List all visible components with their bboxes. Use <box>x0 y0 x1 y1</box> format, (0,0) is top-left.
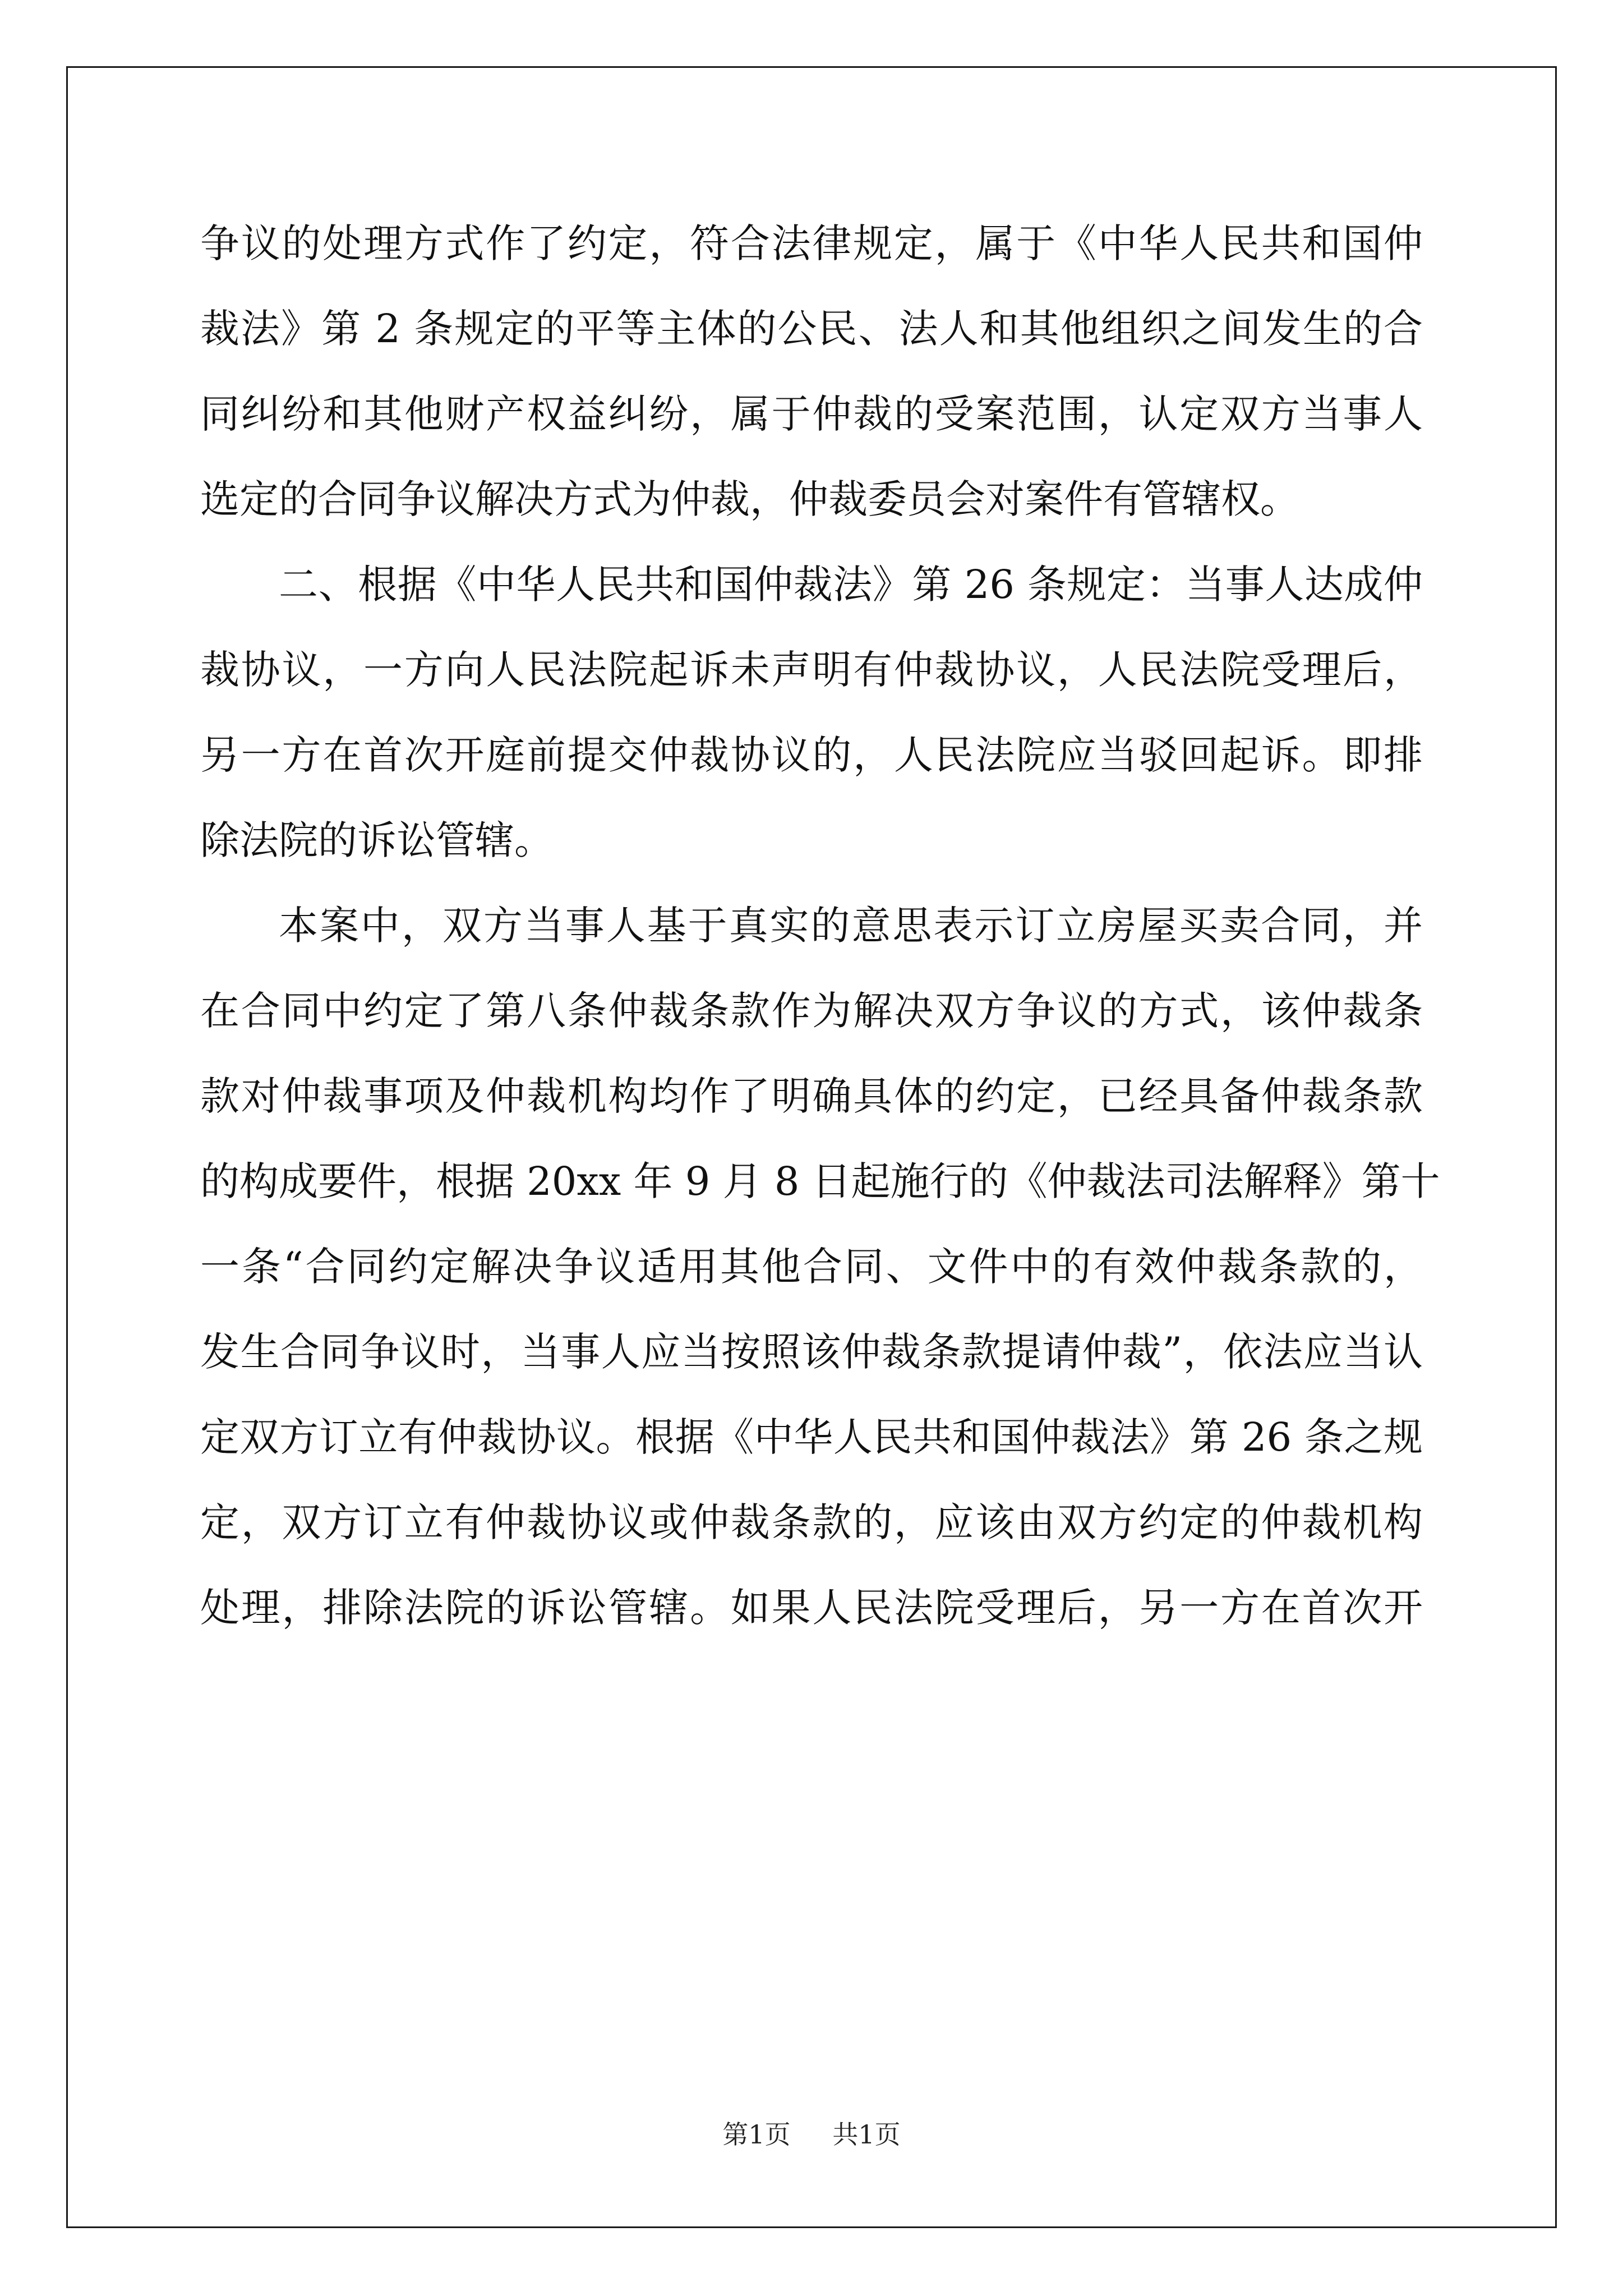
paragraph <box>200 554 1423 895</box>
document-body <box>200 213 1440 1663</box>
page-total: 共1页 <box>832 2119 901 2150</box>
text-line: 另一方在首次开庭前提交仲裁协议的，人民法院应当驳回起诉。即排 <box>200 732 1423 778</box>
text-line: 定，双方订立有仲裁协议或仲裁条款的，应该由双方约定的仲裁机构 <box>200 1499 1423 1545</box>
text-line: 一条“合同约定解决争议适用其他合同、文件中的有效仲裁条款的， <box>200 1244 1423 1290</box>
text-line: 定双方订立有仲裁协议。根据《中华人民共和国仲裁法》第 26 条之规 <box>200 1414 1423 1460</box>
text-line: 同纠纷和其他财产权益纠纷，属于仲裁的受案范围，认定双方当事人 <box>200 391 1423 437</box>
text-line: 裁法》第 2 条规定的平等主体的公民、法人和其他组织之间发生的合 <box>200 306 1423 352</box>
text-line: 裁协议，一方向人民法院起诉未声明有仲裁协议，人民法院受理后， <box>200 647 1423 693</box>
text-line: 的构成要件，根据 20xx 年 9 月 8 日起施行的《仲裁法司法解释》第十 <box>200 1158 1440 1204</box>
text-line: 发生合同争议时，当事人应当按照该仲裁条款提请仲裁”，依法应当认 <box>200 1329 1423 1375</box>
page-number: 第1页 <box>722 2119 791 2150</box>
text-line: 争议的处理方式作了约定，符合法律规定，属于《中华人民共和国仲 <box>200 220 1423 266</box>
text-line: 款对仲裁事项及仲裁机构均作了明确具体的约定，已经具备仲裁条款 <box>200 1073 1423 1119</box>
text-line: 在合同中约定了第八条仲裁条款作为解决双方争议的方式，该仲裁条 <box>200 988 1423 1034</box>
page-footer <box>0 2118 1623 2151</box>
text-line: 二、根据《中华人民共和国仲裁法》第 26 条规定：当事人达成仲 <box>279 562 1423 608</box>
text-line: 除法院的诉讼管辖。 <box>200 817 554 863</box>
text-line: 本案中，双方当事人基于真实的意思表示订立房屋买卖合同，并 <box>279 903 1423 949</box>
text-line: 选定的合同争议解决方式为仲裁，仲裁委员会对案件有管辖权。 <box>200 476 1299 522</box>
paragraph <box>200 895 1440 1663</box>
paragraph <box>200 213 1423 554</box>
text-line: 处理，排除法院的诉讼管辖。如果人民法院受理后，另一方在首次开 <box>200 1585 1423 1631</box>
